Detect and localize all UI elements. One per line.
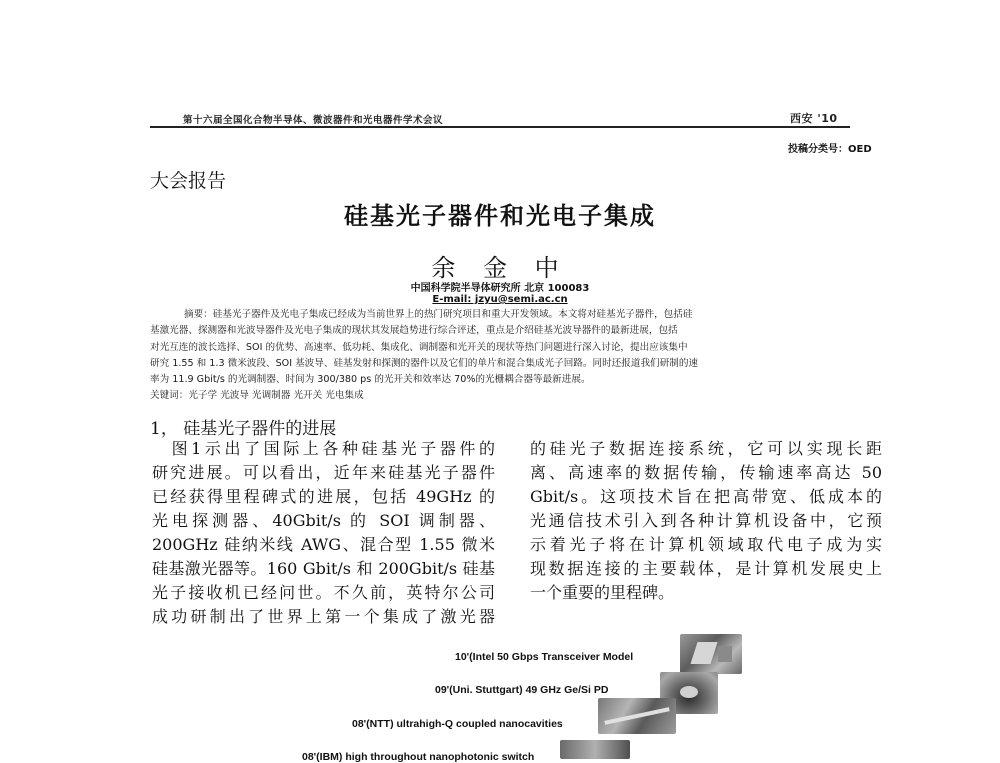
abstract-line: 摘要：硅基光子器件及光电子集成已经成为当前世界上的热门研究项目和重大开发领域。本文将对硅基光子器件，包括硅 — [184, 309, 693, 320]
email: E-mail: jzyu@semi.ac.cn — [432, 294, 568, 305]
header-rule — [150, 126, 850, 128]
abstract-line: 对光互连的波长选择、SOI 的优势、高速率、低功耗、集成化、调制器和光开关的现状等热门问题进行深入讨论，提出应该集中 — [150, 341, 688, 353]
body-line: 光子接收机已经问世。不久前，英特尔公司 — [152, 583, 495, 602]
figure-label-ibm: 08'(IBM) high throughout nanophotonic switch — [302, 751, 535, 763]
body-line: 硅基激光器等。160 Gbit/s 和 200Gbit/s 硅基 — [152, 559, 495, 578]
section-label: 大会报告 — [150, 170, 227, 192]
body-right-column — [530, 437, 882, 605]
nanophotonic-switch-image — [560, 740, 630, 759]
body-line: 示着光子将在计算机领域取代电子成为实 — [530, 535, 882, 554]
nanocavity-image — [598, 698, 676, 734]
body-left-column — [152, 437, 495, 629]
body-line: 光电探测器、40Gbit/s 的 SOI 调制器、 — [152, 511, 495, 530]
body-line: 已经获得里程碑式的进展，包括 49GHz 的 — [152, 487, 495, 506]
abstract-line: 基激光器、探测器和光波导器件及光电子集成的现状其发展趋势进行综合评述，重点是介绍硅基光波导器件的最新进展，包括 — [150, 325, 678, 337]
body-line: 200GHz 硅纳米线 AWG、混合型 1.55 微米 — [152, 535, 495, 554]
figure-label-ntt: 08'(NTT) ultrahigh-Q coupled nanocavities — [352, 718, 563, 730]
page-title: 硅基光子器件和光电子集成 — [344, 202, 656, 230]
body-line: 图1示出了国际上各种硅基光子器件的 — [152, 439, 495, 458]
classification: 投稿分类号：OED — [788, 144, 872, 155]
intel-transceiver-image — [680, 634, 742, 674]
body-line: 一个重要的里程碑。 — [530, 583, 675, 602]
abstract — [150, 307, 880, 405]
figure-label-stuttgart: 09'(Uni. Stuttgart) 49 GHz Ge/Si PD — [435, 684, 609, 696]
body-line: 光通信技术引入到各种计算机设备中，它预 — [530, 511, 882, 530]
affiliation: 中国科学院半导体研究所 北京 100083 — [410, 283, 590, 294]
body-line: 成功研制出了世界上第一个集成了激光器 — [152, 607, 495, 626]
body-line: 现数据连接的主要载体，是计算机发展史上 — [530, 559, 882, 578]
section-heading: 1， 硅基光子器件的进展 — [150, 419, 337, 439]
location-year: 西安 '10 — [790, 112, 838, 125]
body-line: 的硅光子数据连接系统，它可以实现长距 — [530, 439, 882, 458]
conference-header: 第十六届全国化合物半导体、微波器件和光电器件学术会议 — [183, 115, 444, 126]
figure — [0, 630, 1000, 763]
keywords: 关键词：光子学 光波导 光调制器 光开关 光电集成 — [150, 390, 364, 402]
author: 余 金 中 — [431, 254, 569, 282]
body-line: 离、高速率的数据传输，传输速率高达 50 — [530, 463, 882, 482]
body-line: 研究进展。可以看出，近年来硅基光子器件 — [152, 463, 495, 482]
figure-label-intel: 10'(Intel 50 Gbps Transceiver Model — [455, 651, 634, 663]
body-line: Gbit/s。这项技术旨在把高带宽、低成本的 — [530, 487, 882, 506]
abstract-line: 率为 11.9 Gbit/s 的光调制器、时间为 300/380 ps 的光开关和效率达 70%的光栅耦合器等最新进展。 — [150, 374, 591, 386]
abstract-line: 研究 1.55 和 1.3 微米波段、SOI 基波导、硅基发射和探测的器件以及它们的单片和混合集成光子回路。同时还报道我们研制的速 — [150, 357, 699, 369]
